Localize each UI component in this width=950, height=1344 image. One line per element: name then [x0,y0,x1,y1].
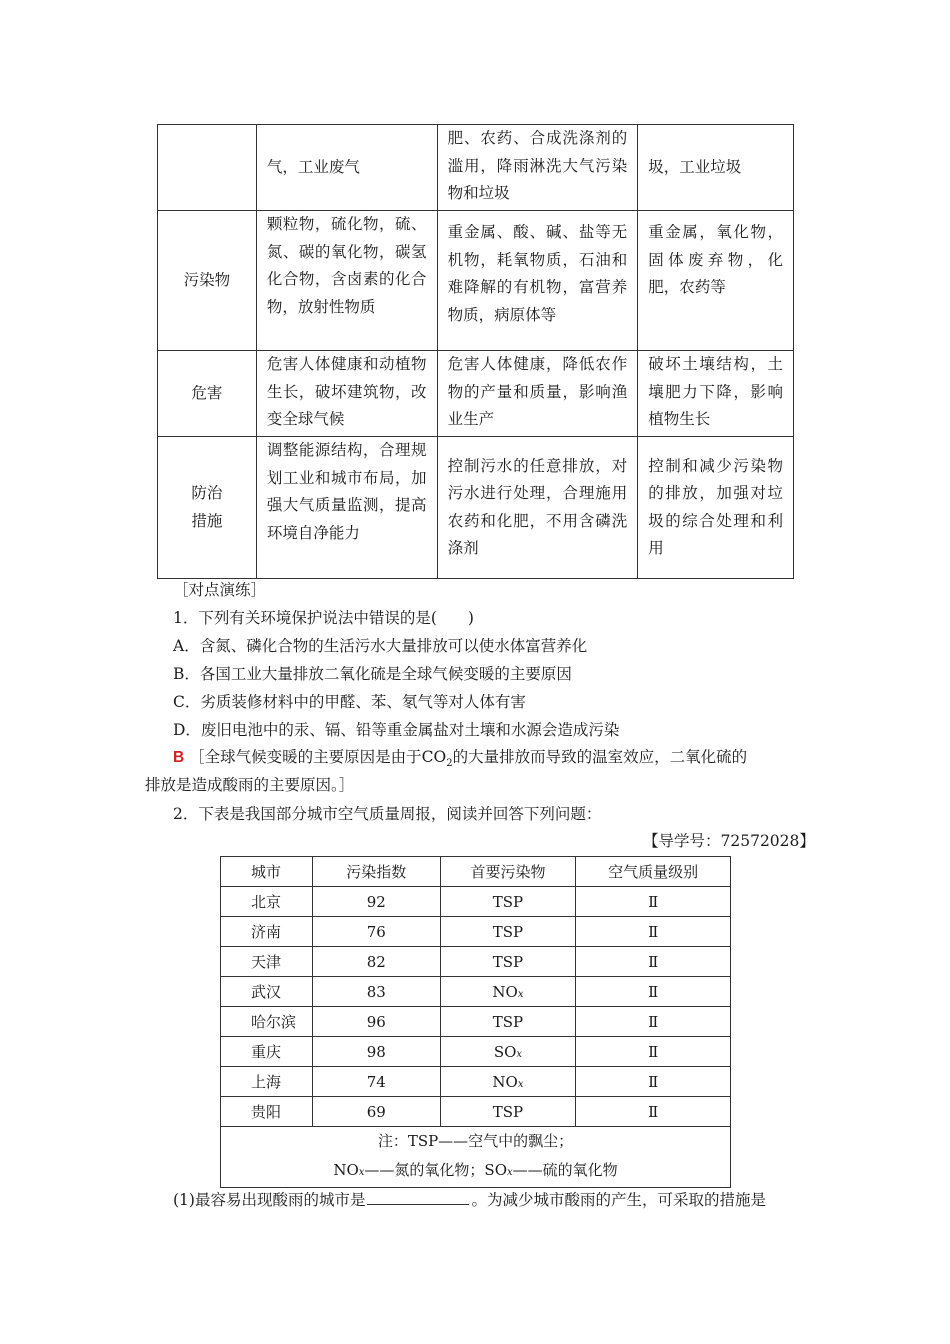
explanation-text: 的大量排放而导致的温室效应，二氧化硫的 [452,748,748,766]
pollutant-cell [440,947,576,977]
air-cell: 危害人体健康和动植物生长，破坏建筑物，改变全球气候 [256,351,437,437]
level-cell: Ⅱ [576,977,731,1007]
city-cell: 重庆 [221,1037,313,1067]
index-cell: 83 [312,977,440,1007]
question-2-stem: 2．下表是我国部分城市空气质量周报，阅读并回答下列问题： [173,805,602,823]
city-cell: 上海 [221,1067,313,1097]
index-cell: 98 [312,1037,440,1067]
row-head-line: 防治 [191,484,223,502]
row-head [158,437,257,579]
explanation-subscript: 2 [446,758,453,770]
table-header-row [221,857,731,887]
option-c: C．劣质装修材料中的甲醛、苯、氡气等对人体有害 [173,693,526,711]
explanation-line-2: 排放是造成酸雨的主要原因。］ [145,776,355,794]
city-cell: 济南 [221,917,313,947]
sub-question-1-text: (1)最容易出现酸雨的城市是 [173,1191,366,1209]
level-cell: Ⅱ [576,917,731,947]
pollutant-name: NO [492,1072,518,1091]
pollutant-subscript: x [516,1048,523,1060]
table-row [158,211,794,351]
city-cell: 北京 [221,887,313,917]
header-index: 污染指数 [312,857,440,887]
pollution-table [157,124,794,579]
index-cell: 74 [312,1067,440,1097]
table-note [221,1127,731,1188]
level-cell: Ⅱ [576,1007,731,1037]
table-row [158,125,794,211]
note-line-1: 注：TSP——空气中的飘尘； [377,1132,574,1150]
answer-letter: B [173,749,185,766]
index-cell: 92 [312,887,440,917]
note-no: NO [333,1161,359,1179]
soil-cell: 控制和减少污染物的排放，加强对垃圾的综合处理和利用 [638,437,794,579]
question-1-explanation [173,745,747,769]
index-cell: 82 [312,947,440,977]
index-cell: 96 [312,1007,440,1037]
guide-number: 【导学号：72572028】 [643,832,815,850]
pollutant-cell [440,1067,576,1097]
row-head: 污染物 [158,211,257,351]
pollutant-name: TSP [492,1012,524,1031]
city-cell: 天津 [221,947,313,977]
table-row [221,1097,731,1127]
pollutant-cell [440,1037,576,1067]
pollutant-cell [440,887,576,917]
pollutant-name: TSP [492,922,524,941]
water-cell: 重金属、酸、碱、盐等无机物，耗氧物质，石油和难降解的有机物，富营养物质，病原体等 [437,211,638,351]
pollutant-subscript: x [517,988,524,1000]
option-b: B．各国工业大量排放二氧化硫是全球气候变暖的主要原因 [173,665,572,683]
header-level: 空气质量级别 [576,857,731,887]
pollutant-name: NO [492,982,518,1001]
header-city: 城市 [221,857,313,887]
answer-blank[interactable] [367,1190,469,1205]
option-a: A．含氮、磷化合物的生活污水大量排放可以使水体富营养化 [173,637,588,655]
air-cell: 气，工业废气 [256,125,437,211]
water-cell: 肥、农药、合成洗涤剂的滥用，降雨淋洗大气污染物和垃圾 [437,125,638,211]
explanation-formula: CO [421,748,447,766]
water-cell: 控制污水的任意排放，对污水进行处理，合理施用农药和化肥，不用含磷洗涤剂 [437,437,638,579]
table-row [221,947,731,977]
pollutant-name: TSP [492,1102,524,1121]
level-cell: Ⅱ [576,1097,731,1127]
pollutant-cell [440,917,576,947]
city-cell: 哈尔滨 [221,1007,313,1037]
pollutant-cell [440,977,576,1007]
city-cell: 武汉 [221,977,313,1007]
soil-cell: 圾，工业垃圾 [638,125,794,211]
pollutant-name: TSP [492,892,524,911]
sub-question-1 [173,1188,766,1210]
note-sub-x: x [507,1167,513,1178]
water-cell: 危害人体健康，降低农作物的产量和质量，影响渔业生产 [437,351,638,437]
table-row [221,1037,731,1067]
row-head: 危害 [158,351,257,437]
note-sub-x: x [358,1167,365,1178]
pollutant-cell [440,1007,576,1037]
level-cell: Ⅱ [576,947,731,977]
header-pollutant: 首要污染物 [440,857,576,887]
soil-cell: 重金属，氧化物，固体废弃物，化肥，农药等 [638,211,794,351]
note-end: ——硫的氧化物 [512,1161,618,1179]
index-cell: 76 [312,917,440,947]
table-row [221,1067,731,1097]
level-cell: Ⅱ [576,887,731,917]
soil-cell: 破坏土壤结构，土壤肥力下降，影响植物生长 [638,351,794,437]
row-head-line: 措施 [191,511,223,530]
table-row [221,977,731,1007]
question-1-stem: 1．下列有关环境保护说法中错误的是( ) [173,609,474,627]
table-row [221,887,731,917]
air-cell: 调整能源结构，合理规划工业和城市布局，加强大气质量监测，提高环境自净能力 [256,437,437,579]
practice-label: ［对点演练］ [173,581,267,599]
pollutant-name: SO [493,1042,517,1061]
level-cell: Ⅱ [576,1037,731,1067]
pollutant-name: TSP [492,952,524,971]
level-cell: Ⅱ [576,1067,731,1097]
table-note-row [221,1127,731,1188]
table-row [221,917,731,947]
table-row [158,351,794,437]
note-mid: ——氮的氧化物；SO [364,1161,507,1179]
table-row [221,1007,731,1037]
row-head [158,125,257,211]
option-d: D．废旧电池中的汞、镉、铅等重金属盐对土壤和水源会造成污染 [173,721,620,739]
pollutant-subscript: x [517,1078,524,1090]
pollutant-cell [440,1097,576,1127]
air-cell: 颗粒物，硫化物，硫、氮、碳的氧化物，碳氢化合物，含卤素的化合物，放射性物质 [256,211,437,351]
sub-question-1-text-end: 。为减少城市酸雨的产生，可采取的措施是 [471,1191,766,1209]
table-row [158,437,794,579]
air-quality-table [220,856,731,1188]
index-cell: 69 [312,1097,440,1127]
explanation-text: ［全球气候变暖的主要原因是由于 [189,748,422,766]
city-cell: 贵阳 [221,1097,313,1127]
note-line-2 [221,1156,730,1187]
